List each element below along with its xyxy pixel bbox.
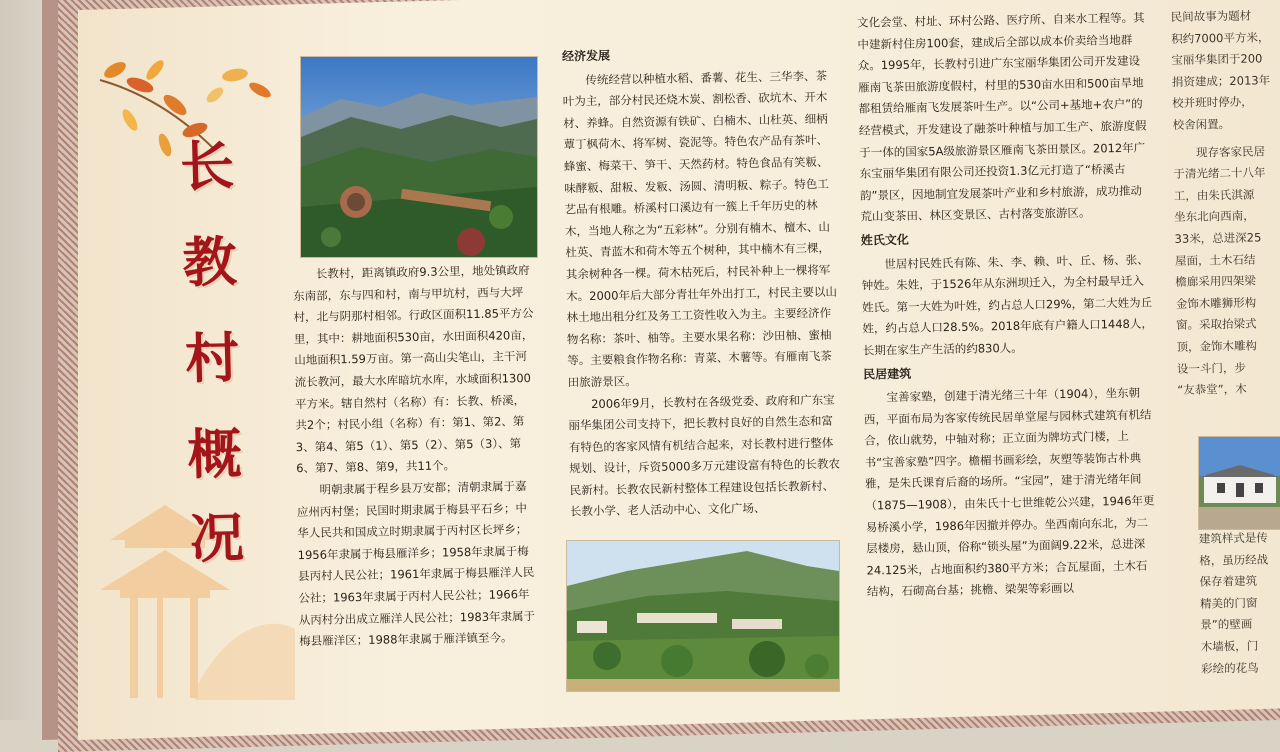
title-char: 概 bbox=[186, 421, 243, 487]
column4-line: 檐廊采用四架梁 bbox=[1175, 273, 1256, 290]
photo-mountain-village-aerial bbox=[300, 56, 538, 258]
column4-line: 设一斗门，步 bbox=[1176, 360, 1246, 376]
column4-line: “友恭堂”，木 bbox=[1177, 381, 1247, 397]
column4-line: 木墙板，门 bbox=[1200, 638, 1259, 654]
landscape-image bbox=[301, 57, 537, 257]
administrative-history-paragraph: 明朝隶属于程乡县万安都；清朝隶属于嘉应州丙村堡；民国时期隶属于梅县平石乡；中华人民共和国成立时期隶属于丙村区长坪乡；1956年隶属于梅县雁洋乡；1958年隶属于梅县丙村人民公社；1961年隶属于梅县雁洋人民公社；1963年隶属于丙村人民公社；1966年从丙村分出成立雁洋人民公社；1983年隶属于梅县雁洋区；1988年隶属于雁洋镇至今。 bbox=[296, 479, 536, 649]
surnames-paragraph: 世居村民姓氏有陈、朱、李、赖、叶、丘、杨、张、钟姓。朱姓，于1526年从东洲坝迁入，为全村最早迁入姓氏。第一大姓为叶姓，约占总人口29%，第二大姓为丘姓，约占总人口28.5%。2018年底有户籍人口1448人，长期在家生产生活的约830人。 bbox=[861, 252, 1154, 358]
column4-line: 顶，金饰木雕构 bbox=[1176, 338, 1258, 354]
title-char: 教 bbox=[181, 229, 238, 295]
building-image bbox=[1199, 437, 1280, 529]
text-column-2 bbox=[562, 40, 842, 524]
text-column-4-lower bbox=[1199, 527, 1280, 680]
column4-line: 金饰木雕狮形构 bbox=[1175, 295, 1257, 311]
column4-line: 宝丽华集团于200 bbox=[1171, 51, 1263, 68]
column4-line: 建筑样式是传 bbox=[1198, 530, 1268, 546]
column4-line: 屋面，土木石结 bbox=[1174, 252, 1256, 268]
column4-line: 窗。采取抬梁式 bbox=[1175, 316, 1257, 333]
title-char: 村 bbox=[184, 325, 240, 391]
photo-village-hillside bbox=[566, 540, 840, 692]
column4-line: 33米，总进深25 bbox=[1174, 230, 1262, 246]
section-heading-architecture: 民居建筑 bbox=[863, 366, 912, 382]
vertical-title bbox=[166, 129, 258, 575]
column4-line: 民间故事为题材 bbox=[1170, 8, 1252, 24]
column4-line: 于清光绪二十八年 bbox=[1173, 165, 1266, 182]
section-heading-economy: 经济发展 bbox=[561, 48, 611, 64]
photo-white-building bbox=[1198, 436, 1280, 530]
landscape-image bbox=[567, 541, 839, 691]
village-location-paragraph: 长教村，距离镇政府9.3公里，地处镇政府东南部，东与四和村，南与甲坑村，西与大坪村，北与阴那村相邻。行政区面积11.85平方公里，其中：耕地面积530亩，水田面积420亩，山地面积1.59万亩。第一高山尖笔山，主干河流长教河，最大水库暗坑水库，水域面积1300平方米。辖自然村（名称）有：长教、桥溪，共2个；村民小组（名称）有：第1、第2、第3、第4、第5（1）、第5（2）、第5（3）、第6、第7、第8、第9，共11个。 bbox=[293, 262, 534, 476]
tourism-paragraph: 文化会堂、村址、环村公路、医疗所、自来水工程等。其中建新村住房100套，建成后全部以成本价卖给当地群众。1995年，长教村引进广东宝丽华集团公司开发建设雁南飞茶田旅游度假村，村里的530亩水田和500亩旱地都租赁给雁南飞发展茶叶生产。以“公司+基地+农户”的经营模式，开发建设了融茶叶种植与加工生产、旅游度假于一体的国家5A级旅游景区雁南飞茶田景区。2012年广东宝丽华集团有限公司还投资1.3亿元打造了“桥溪古韵”景区，因地制宜发展茶叶产业和乡村旅游，成功推动荒山变茶田、林区变景区、古村落变旅游区。 bbox=[856, 10, 1147, 224]
new-village-paragraph: 2006年9月，长教村在各级党委、政府和广东宝丽华集团公司支持下，把长教村良好的自然生态和富有特色的客家风情有机结合起来，对长教村进行整体规划、设计，斥资5000多万元建设富有特色的长教农民新村。长教农民新村整体工程建设包括长教新村、长教小学、老人活动中心、文化广场、 bbox=[568, 392, 841, 519]
column4-line: 捐资建成；2013年 bbox=[1171, 73, 1271, 89]
economy-paragraph: 传统经营以种植水稻、番薯、花生、三华李、茶叶为主，部分村民还烧木炭、割松香、砍坑木、开木材、养蜂。自然资源有铁矿、白楠木、山杜英、细柄蕈丁枫荷木、将军树、瓷泥等。特色农产品有茶叶、蜂蜜、梅菜干、笋干、天然药材。特色食品有笑粄、味酵粄、甜粄、发粄、汤圆、清明粄、粽子。特色工艺品有根雕。桥溪村口溪边有一簇上千年历史的林木，当地人称之为“五彩林”。分别有楠木、檀木、山杜英、青蓝木和荷木等五个树种，其中楠木有三棵，其余树种各一棵。荷木枯死后，村民补种上一棵将军木。2000年后大部分青壮年外出打工，村民主要以山林土地出租分红及务工工资性收入为主。主要经济作物名称：茶叶、柚等。主要水果名称：沙田柚、蜜柚等。主要粮食作物名称：青菜、木薯等。有雁南飞茶田旅游景区。 bbox=[562, 68, 838, 390]
text-column-3 bbox=[857, 7, 1159, 603]
column4-line: 景”的壁画 bbox=[1200, 617, 1253, 633]
title-char: 况 bbox=[189, 505, 245, 571]
column4-line: 坐东北向西南， bbox=[1174, 208, 1255, 225]
column4-line: 工，由朱氏淇源 bbox=[1173, 187, 1255, 203]
column4-line: 现存客家民居 bbox=[1195, 143, 1266, 160]
section-heading-surnames: 姓氏文化 bbox=[860, 232, 909, 248]
column4-line: 校舍闲置。 bbox=[1172, 116, 1231, 132]
column4-line: 彩绘的花鸟 bbox=[1201, 660, 1259, 676]
text-column-1 bbox=[293, 260, 540, 653]
column4-line: 精美的门窗 bbox=[1199, 595, 1258, 611]
title-char: 长 bbox=[179, 133, 235, 199]
column4-line: 格，虽历经战 bbox=[1199, 552, 1269, 568]
text-column-4 bbox=[1171, 5, 1280, 401]
column4-line: 保存着建筑 bbox=[1199, 573, 1258, 589]
column4-line: 积约7000平方米， bbox=[1170, 29, 1270, 46]
architecture-paragraph: 宝善家塾，创建于清光绪三十年（1904），坐东朝西，平面布局为客家传统民居单堂屋与园林式建筑有机结合，依山就势，中轴对称；正立面为牌坊式门楼，上书“宝善家塾”四字。檐楣书画彩绘，灰塑等装饰古朴典雅，是朱氏课育后裔的场所。“宝园”，建于清光绪年间（1875—1908），由朱氏十七世维乾公兴建，1946年更易桥溪小学，1986年因撤并停办。坐西南向东北，为二层楼房，悬山顶，俗称“锁头屋”为面阔9.22米，总进深24.125米，占地面积约380平方米；合瓦屋面，土木石结构，石砌高台基；挑檐、梁架等彩画以 bbox=[863, 385, 1155, 599]
column4-line: 校并班时停办， bbox=[1172, 94, 1253, 111]
